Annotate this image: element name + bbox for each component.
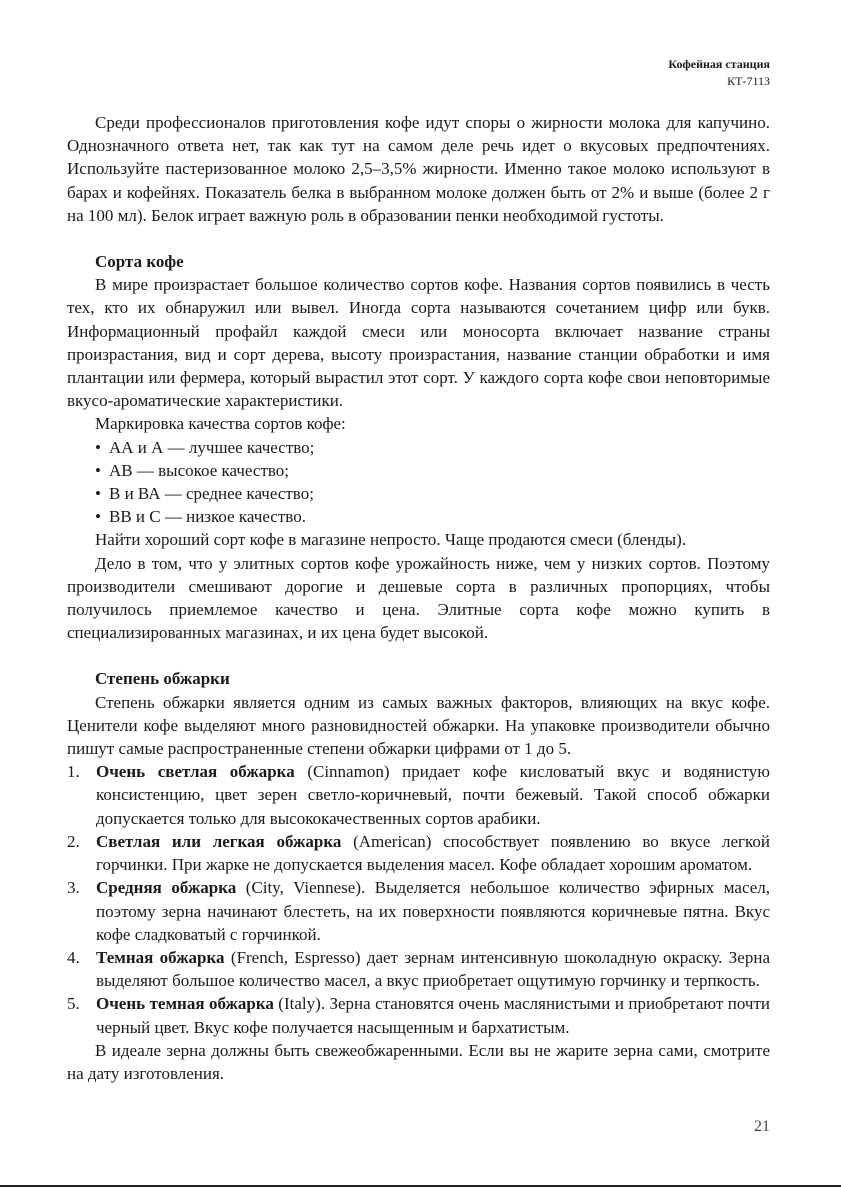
- roast-level-item: 5. Очень темная обжарка (Italy). Зерна становятся очень маслянистыми и приобретают почти черный цвет. Вкус кофе получается насыщенным и бархатистым.: [67, 994, 770, 1037]
- section-heading-sorts: Сорта кофе: [95, 252, 184, 272]
- list-item: • АВ — высокое качество;: [95, 460, 290, 480]
- roast-level-item: 1. Очень светлая обжарка (Cinnamon) придает кофе кисловатый вкус и водянистую консистенцию, цвет зерен светло-коричневый, почти бежевый. Такой способ обжарки допускается только для высококачественных сортов арабики.: [67, 762, 770, 828]
- roast-level-item: 4. Темная обжарка (French, Espresso) дает зернам интенсивную шоколадную окраску. Зерна выделяют большое количество масел, а вкус приобретает ощутимую горчинку и терпкость.: [67, 947, 770, 991]
- bottom-edge-rule: [0, 1185, 841, 1187]
- page-number: 21: [754, 1118, 770, 1135]
- section-heading-roast: Степень обжарки: [95, 669, 230, 689]
- elite-sorts-paragraph: Дело в том, что у элитных сортов кофе урожайность ниже, чем у низких сортов. Поэтому производители смешивают дорогие и дешевые сорта в различных пропорциях, чтобы получилось приемлемое качество и цена. Элитные сорта кофе можно купить в специализированных магазинах, и их цена будет высокой.: [67, 553, 770, 643]
- header-title: Кофейная станция: [668, 57, 770, 71]
- sorts-paragraph: В мире произрастает большое количество сортов кофе. Названия сортов появились в честь тех, кто их обнаружил или вывел. Иногда сорта называются сочетанием цифр или букв. Информационный профайл каждой смеси или моносорта включает название страны произрастания, вид и сорт дерева, высоту произрастания, название станции обработки и имя плантации или фермера, который вырастил этот сорт. У каждого сорта кофе свои неповторимые вкусо-ароматические характеристики.: [67, 275, 770, 411]
- marking-intro: Маркировка качества сортов кофе:: [95, 414, 346, 434]
- roast-level-item: 2. Светлая или легкая обжарка (American) способствует появлению во вкусе легкой горчинки. При жарке не допускается выделения масел. Кофе обладает хорошим ароматом.: [67, 831, 770, 875]
- list-item: • АА и А — лучшее качество;: [95, 437, 315, 457]
- blends-paragraph: Найти хороший сорт кофе в магазине непросто. Чаще продаются смеси (бленды).: [95, 530, 687, 550]
- list-item: • В и ВА — среднее качество;: [95, 484, 314, 504]
- header-model: КТ-7113: [727, 74, 770, 88]
- running-header: [668, 56, 770, 90]
- roast-intro-paragraph: Степень обжарки является одним из самых важных факторов, влияющих на вкус кофе. Ценители кофе выделяют много разновидностей обжарки. На упаковке производители обычно пишут самые распространенные степени обжарки цифрами от 1 до 5.: [67, 692, 770, 759]
- roast-level-item: 3. Средняя обжарка (City, Viennese). Выделяется небольшое количество эфирных масел, поэтому зерна начинают блестеть, на их поверхности появляются коричневые пятна. Вкус кофе сладковатый с горчинкой.: [67, 878, 770, 944]
- page-body: [67, 111, 770, 1085]
- list-item: • ВВ и С — низкое качество.: [95, 507, 306, 527]
- intro-paragraph: Среди профессионалов приготовления кофе идут споры о жирности молока для капучино. Однозначного ответа нет, так как тут на самом деле речь идет о вкусовых предпочтениях. Используйте пастеризованное молоко 2,5–3,5% жирности. Именно такое молоко используют в барах и кофейнях. Показатель белка в выбранном молоке должен быть от 2% и выше (более 2 г на 100 мл). Белок играет важную роль в образовании пенки необходимой густоты.: [67, 113, 770, 225]
- roast-outro-paragraph: В идеале зерна должны быть свежеобжаренными. Если вы не жарите зерна сами, смотрите на дату изготовления.: [67, 1040, 770, 1083]
